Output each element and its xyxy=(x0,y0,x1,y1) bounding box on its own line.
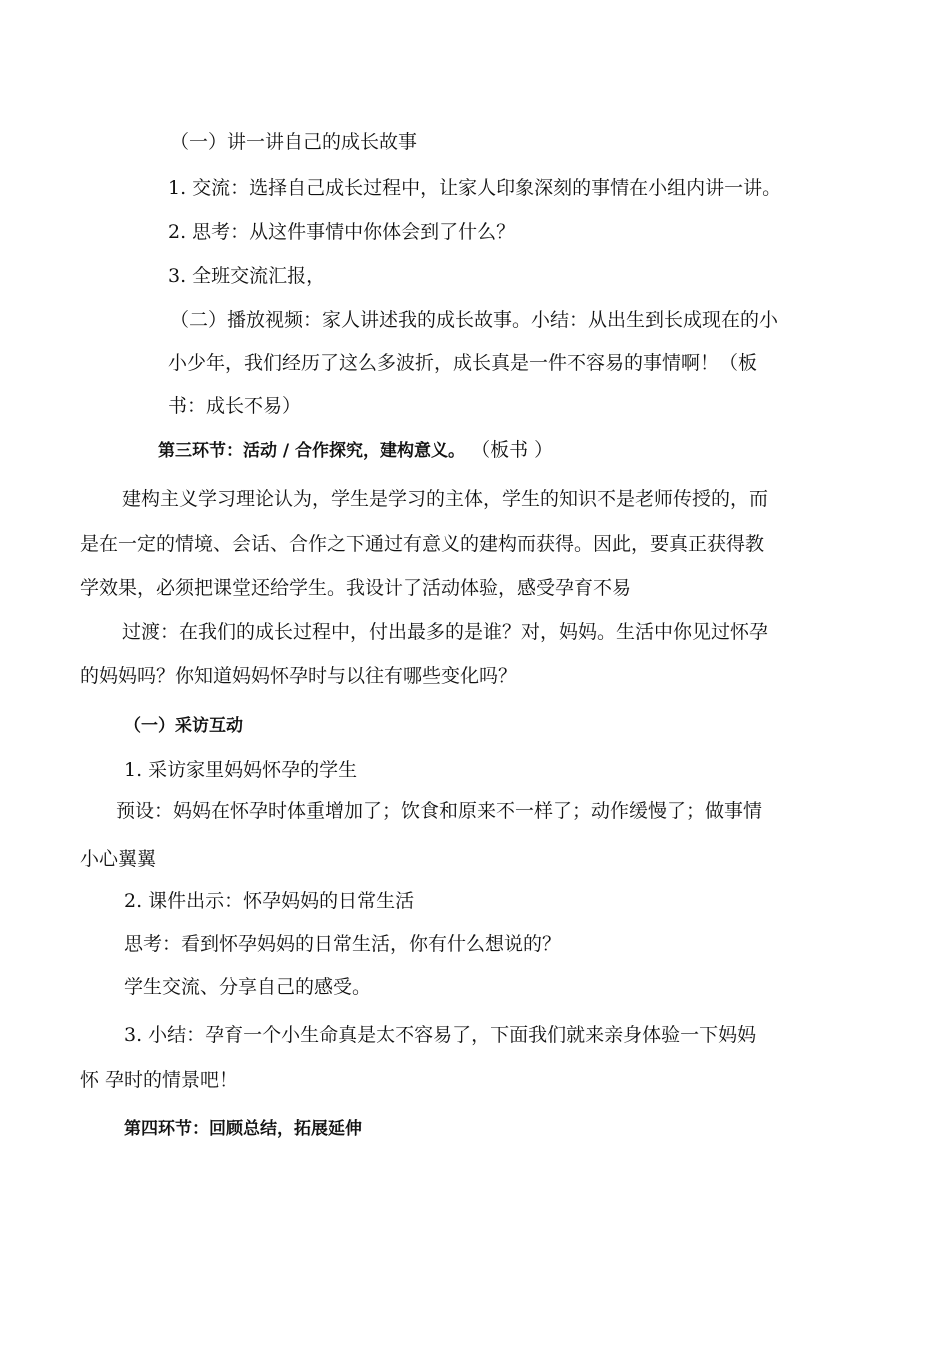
section-one-item-3: 3. 全班交流汇报， xyxy=(168,265,326,287)
interview-heading: （一）采访互动 xyxy=(124,716,243,736)
section-two-line-3: 书：成长不易） xyxy=(168,395,302,417)
section-one-item-1: 1. 交流：选择自己成长过程中，让家人印象深刻的事情在小组内讲一讲。 xyxy=(168,177,782,199)
transition-line-2: 的妈妈吗？你知道妈妈怀孕时与以往有哪些变化吗？ xyxy=(80,665,518,687)
interview-step-1: 1. 采访家里妈妈怀孕的学生 xyxy=(124,759,358,781)
summary-line-2: 怀 孕时的情景吧！ xyxy=(80,1069,239,1091)
preset-line-1: 预设：妈妈在怀孕时体重增加了；饮食和原来不一样了；动作缓慢了；做事情 xyxy=(116,800,763,822)
stage-three-title: 第三环节：活动 / 合作探究，建构意义。 xyxy=(158,441,466,461)
theory-line-2: 是在一定的情境、会话、合作之下通过有意义的建构而获得。因此，要真正获得教 xyxy=(80,533,765,555)
section-two-line-1: （二）播放视频：家人讲述我的成长故事。小结：从出生到长成现在的小 xyxy=(170,309,779,331)
stage-four-heading: 第四环节：回顾总结，拓展延伸 xyxy=(124,1119,362,1139)
student-share: 学生交流、分享自己的感受。 xyxy=(124,976,372,998)
transition-line-1: 过渡：在我们的成长过程中，付出最多的是谁？对，妈妈。生活中你见过怀孕 xyxy=(122,621,769,643)
interview-step-2: 2. 课件出示：怀孕妈妈的日常生活 xyxy=(124,890,415,912)
section-one-item-2: 2. 思考：从这件事情中你体会到了什么？ xyxy=(168,221,516,243)
section-two-line-2: 小少年，我们经历了这么多波折，成长真是一件不容易的事情啊！（板 xyxy=(168,352,758,374)
theory-line-1: 建构主义学习理论认为，学生是学习的主体，学生的知识不是老师传授的，而 xyxy=(122,488,769,510)
stage-three-note: （板书 ） xyxy=(471,439,554,461)
preset-line-2: 小心翼翼 xyxy=(80,848,157,870)
section-one-heading: （一）讲一讲自己的成长故事 xyxy=(170,131,418,153)
stage-three-heading xyxy=(158,437,553,464)
think-question: 思考：看到怀孕妈妈的日常生活，你有什么想说的？ xyxy=(124,933,562,955)
theory-line-3: 学效果，必须把课堂还给学生。我设计了活动体验，感受孕育不易 xyxy=(80,577,632,599)
summary-line-1: 3. 小结：孕育一个小生命真是太不容易了，下面我们就来亲身体验一下妈妈 xyxy=(124,1024,757,1046)
